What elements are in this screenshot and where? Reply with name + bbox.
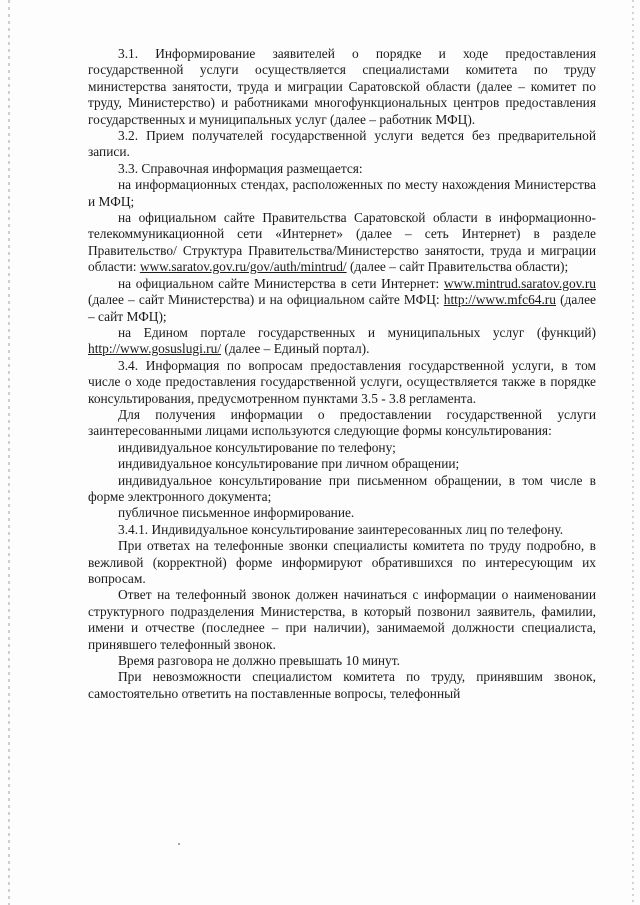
paragraph-answer: Ответ на телефонный звонок должен начинаться с информации о наименовании структурного подразделения Министерства, в который позвонил заявитель, фамилии, имени и отчестве (последнее – при наличии), занимаемой должности специалиста, принявшего телефонный звонок. — [88, 587, 596, 652]
paragraph-3-3-gov-site — [88, 210, 596, 276]
scan-speck — [178, 843, 180, 845]
paragraph-text: (далее – Единый портал). — [221, 341, 370, 357]
paragraph-3-3-stands: на информационных стендах, расположенных по месту нахождения Министерства и МФЦ; — [88, 177, 596, 209]
paragraph-3-4: 3.4. Информация по вопросам предоставления государственной услуги, в том числе о ходе предоставления государственной услуги, осуществляется также в порядке консультирования, предусмотренном пунктами 3.5 - 3.8 регламента. — [88, 357, 596, 406]
paragraph-3-3: 3.3. Справочная информация размещается: — [118, 160, 363, 176]
scan-edge-right — [632, 0, 634, 905]
scan-edge-left — [8, 0, 10, 905]
form-written: индивидуальное консультирование при письменном обращении, в том числе в форме электронного документа; — [88, 472, 596, 504]
paragraph-3-4-forms: Для получения информации о предоставлении государственной услуги заинтересованными лицами используются следующие формы консультирования: — [88, 406, 596, 439]
paragraph-text: (далее – сайт МФЦ); — [88, 292, 596, 324]
form-phone: индивидуальное консультирование по телефону; — [118, 439, 396, 455]
form-public: публичное письменное информирование. — [118, 505, 355, 521]
paragraph-3-1: 3.1. Информирование заявителей о порядке и ходе предоставления государственной услуги осуществляется специалистами комитета по труду министерства занятости, труда и миграции Саратовской области (далее – комитет по труду, Министерство) и работниками многофункциональных центров предоставления государственных и муниципальных услуг (далее – работник МФЦ). — [88, 46, 596, 127]
gosuslugi-link[interactable]: http://www.gosuslugi.ru/ — [88, 341, 222, 357]
paragraph-unable: При невозможности специалистом комитета по труду, принявшим звонок, самостоятельно ответить на поставленные вопросы, телефонный — [88, 669, 596, 701]
paragraph-3-3-ministry-site — [88, 276, 596, 325]
paragraph-3-4-1: 3.4.1. Индивидуальное консультирование заинтересованных лиц по телефону. — [118, 521, 564, 537]
gov-site-link[interactable]: www.saratov.gov.ru/gov/auth/mintrud/ — [139, 259, 347, 275]
paragraph-calls: При ответах на телефонные звонки специалисты комитета по труду подробно, в вежливой (корректной) форме информируют обратившихся по интересующим их вопросам. — [88, 538, 596, 586]
ministry-site-link[interactable]: www.mintrud.saratov.gov.ru — [443, 275, 596, 291]
paragraph-text: на официальном сайте Правительства Саратовской области в информационно-телекоммуникационной сети «Интернет» (далее – сеть Интернет) в разделе Правительство/ Структура Правительства/Министерство занятости, труда и миграции области: — [88, 210, 596, 275]
paragraph-time: Время разговора не должно превышать 10 минут. — [118, 653, 400, 669]
form-personal: индивидуальное консультирование при личном обращении; — [118, 456, 460, 472]
mfc-site-link[interactable]: http://www.mfc64.ru — [443, 292, 556, 308]
paragraph-3-2: 3.2. Прием получателей государственной услуги ведется без предварительной записи. — [88, 128, 596, 160]
paragraph-3-3-portal — [88, 325, 596, 358]
paragraph-text: на официальном сайте Министерства в сети Интернет: — [118, 275, 444, 291]
paragraph-text: (далее – сайт Правительства области); — [346, 259, 569, 275]
document-body — [88, 46, 596, 702]
paragraph-text: на Едином портале государственных и муниципальных услуг (функций) — [118, 324, 596, 340]
paragraph-text: (далее – сайт Министерства) и на официальном сайте МФЦ: — [88, 292, 444, 308]
